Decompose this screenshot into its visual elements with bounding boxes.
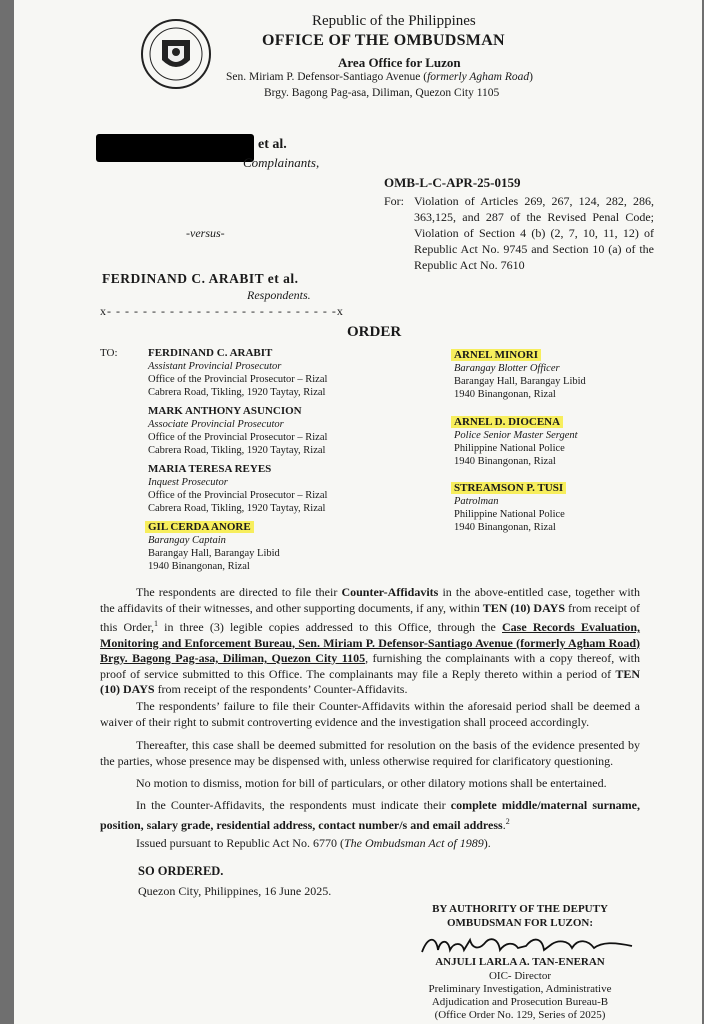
addressee-block bbox=[148, 347, 327, 399]
redacted-complainant-name bbox=[96, 134, 254, 162]
office-order: (Office Order No. 129, Series of 2025) bbox=[434, 1009, 606, 1021]
order-title: ORDER bbox=[347, 324, 402, 340]
header-republic: Republic of the Philippines bbox=[312, 13, 476, 29]
header-office-title: OFFICE OF THE OMBUDSMAN bbox=[262, 32, 505, 49]
versus-label: -versus- bbox=[186, 226, 225, 240]
ombudsman-seal-logo bbox=[138, 14, 214, 94]
caption-divider: x- - - - - - - - - - - - - - - - - - - - - - - - - -x bbox=[100, 304, 344, 318]
addressee-block bbox=[148, 405, 327, 457]
addressee-line: Cabrera Road, Tikling, 1920 Taytay, Rizal bbox=[148, 503, 326, 514]
case-number: OMB-L-C-APR-25-0159 bbox=[384, 175, 521, 190]
so-ordered: SO ORDERED. bbox=[138, 864, 224, 878]
addressee-position: Patrolman bbox=[454, 496, 499, 507]
charges-block bbox=[384, 193, 654, 273]
respondents-label: Respondents. bbox=[247, 288, 311, 302]
date-line: Quezon City, Philippines, 16 June 2025. bbox=[138, 884, 332, 898]
addressee-name-highlighted: ARNEL MINORI bbox=[451, 349, 541, 361]
addressee-position: Inquest Prosecutor bbox=[148, 477, 228, 488]
addressee-block bbox=[148, 463, 327, 515]
body-paragraph-no-motion: No motion to dismiss, motion for bill of particulars, or other dilatory motions shall be entertained. bbox=[136, 776, 607, 790]
addressee-position: Barangay Blotter Officer bbox=[454, 363, 560, 374]
addressee-line: 1940 Binangonan, Rizal bbox=[454, 456, 556, 467]
addressee-line: 1940 Binangonan, Rizal bbox=[454, 389, 556, 400]
handwritten-signature bbox=[418, 932, 638, 958]
signatory-unit-line2: Adjudication and Prosecution Bureau-B bbox=[431, 996, 609, 1008]
addressee-block bbox=[451, 482, 566, 534]
respondent-name: FERDINAND C. ARABIT et al. bbox=[102, 271, 299, 286]
addressee-name: MARIA TERESA REYES bbox=[148, 463, 272, 475]
addressee-position: Barangay Captain bbox=[148, 535, 226, 546]
charges-text: Violation of Articles 269, 267, 124, 282, 286, 363,125, and 287 of the Revised Penal Code; Violation of Section 4 (b) (2, 7, 10, 11, 12) of Republic Act No. 9745 and Section 10 (a) of the Republic Act No. 7610 bbox=[414, 194, 654, 272]
addressee-line: Cabrera Road, Tikling, 1920 Taytay, Rizal bbox=[148, 445, 326, 456]
body-paragraph-directive: The respondents are directed to file their Counter-Affidavits in the above-entitled case, together with the affidavits of their witnesses, and other supporting documents, if any, within TEN (10) DAYS from receipt of this Order,$^1$ in three (3) legible copies addressed to this Office, through the Case Records Evaluation, Monitoring and Enforcement Bureau, Sen. Miriam P. Defensor-Santiago Avenue (formerly Agham Road) Brgy. Bagong Pag-asa, Diliman, Quezon City 1105, furnishing the complainants with a copy thereof, with proof of service submitted to this Office. The complainants may file a Reply thereto within a period of TEN (10) DAYS from receipt of the respondents’ Counter-Affidavits. bbox=[100, 585, 641, 696]
header-area-office: Area Office for Luzon bbox=[338, 55, 461, 70]
addressee-line: Office of the Provincial Prosecutor – Rizal bbox=[148, 490, 328, 501]
body-paragraph-issued-pursuant: Issued pursuant to Republic Act No. 6770 (The Ombudsman Act of 1989). bbox=[136, 836, 491, 850]
addressee-line: Philippine National Police bbox=[454, 443, 565, 454]
to-label: TO: bbox=[100, 347, 118, 359]
addressee-position: Assistant Provincial Prosecutor bbox=[148, 361, 282, 372]
addressee-block bbox=[451, 416, 578, 468]
addressee-block bbox=[145, 521, 280, 573]
addressee-name-highlighted: ARNEL D. DIOCENA bbox=[451, 416, 563, 428]
addressee-line: 1940 Binangonan, Rizal bbox=[454, 522, 556, 533]
addressee-name-highlighted: GIL CERDA ANORE bbox=[145, 521, 254, 533]
body-paragraph-waiver: The respondents’ failure to file their Counter-Affidavits within the aforesaid period shall be deemed a waiver of their right to submit controverting evidence and the investigation shall proceed accordingly. bbox=[100, 699, 640, 729]
signatory-name: ANJULI LARLA A. TAN-ENERAN bbox=[435, 956, 605, 968]
signatory-title: OIC- Director bbox=[488, 970, 551, 982]
addressee-line: Office of the Provincial Prosecutor – Rizal bbox=[148, 432, 328, 443]
addressee-line: Cabrera Road, Tikling, 1920 Taytay, Rizal bbox=[148, 387, 326, 398]
addressee-line: Philippine National Police bbox=[454, 509, 565, 520]
addressee-block bbox=[451, 349, 586, 401]
addressee-name-highlighted: STREAMSON P. TUSI bbox=[451, 482, 566, 494]
body-paragraph-submission: Thereafter, this case shall be deemed submitted for resolution on the basis of the evidence presented by the parties, whose presence may be dispensed with, unless otherwise required for clarificatory questioning. bbox=[100, 738, 640, 768]
authority-statement: BY AUTHORITY OF THE DEPUTY OMBUDSMAN FOR LUZON: bbox=[432, 903, 608, 929]
addressee-position: Associate Provincial Prosecutor bbox=[148, 419, 284, 430]
for-label: For: bbox=[384, 194, 405, 208]
header-address-line2: Brgy. Bagong Pag-asa, Diliman, Quezon City 1105 bbox=[264, 87, 500, 99]
addressee-name: FERDINAND C. ARABIT bbox=[148, 347, 273, 359]
footnote-marker: 1 bbox=[154, 619, 159, 628]
addressee-line: Office of the Provincial Prosecutor – Rizal bbox=[148, 374, 328, 385]
signatory-unit-line1: Preliminary Investigation, Administrative bbox=[428, 983, 612, 995]
addressee-line: Barangay Hall, Barangay Libid bbox=[148, 548, 280, 559]
addressee-line: Barangay Hall, Barangay Libid bbox=[454, 376, 586, 387]
complainant-suffix: et al. bbox=[258, 137, 287, 152]
addressee-name: MARK ANTHONY ASUNCION bbox=[148, 405, 302, 417]
addressee-position: Police Senior Master Sergent bbox=[454, 430, 578, 441]
addressee-line: 1940 Binangonan, Rizal bbox=[148, 561, 250, 572]
body-paragraph-counter-affidavit-details: In the Counter-Affidavits, the respondents must indicate their complete middle/maternal surname, position, salary grade, residential address, contact number/s and email address.$^2$ bbox=[100, 798, 640, 832]
header-address-line1: Sen. Miriam P. Defensor-Santiago Avenue (formerly Agham Road) bbox=[226, 71, 533, 83]
complainants-label: Complainants, bbox=[243, 155, 320, 170]
